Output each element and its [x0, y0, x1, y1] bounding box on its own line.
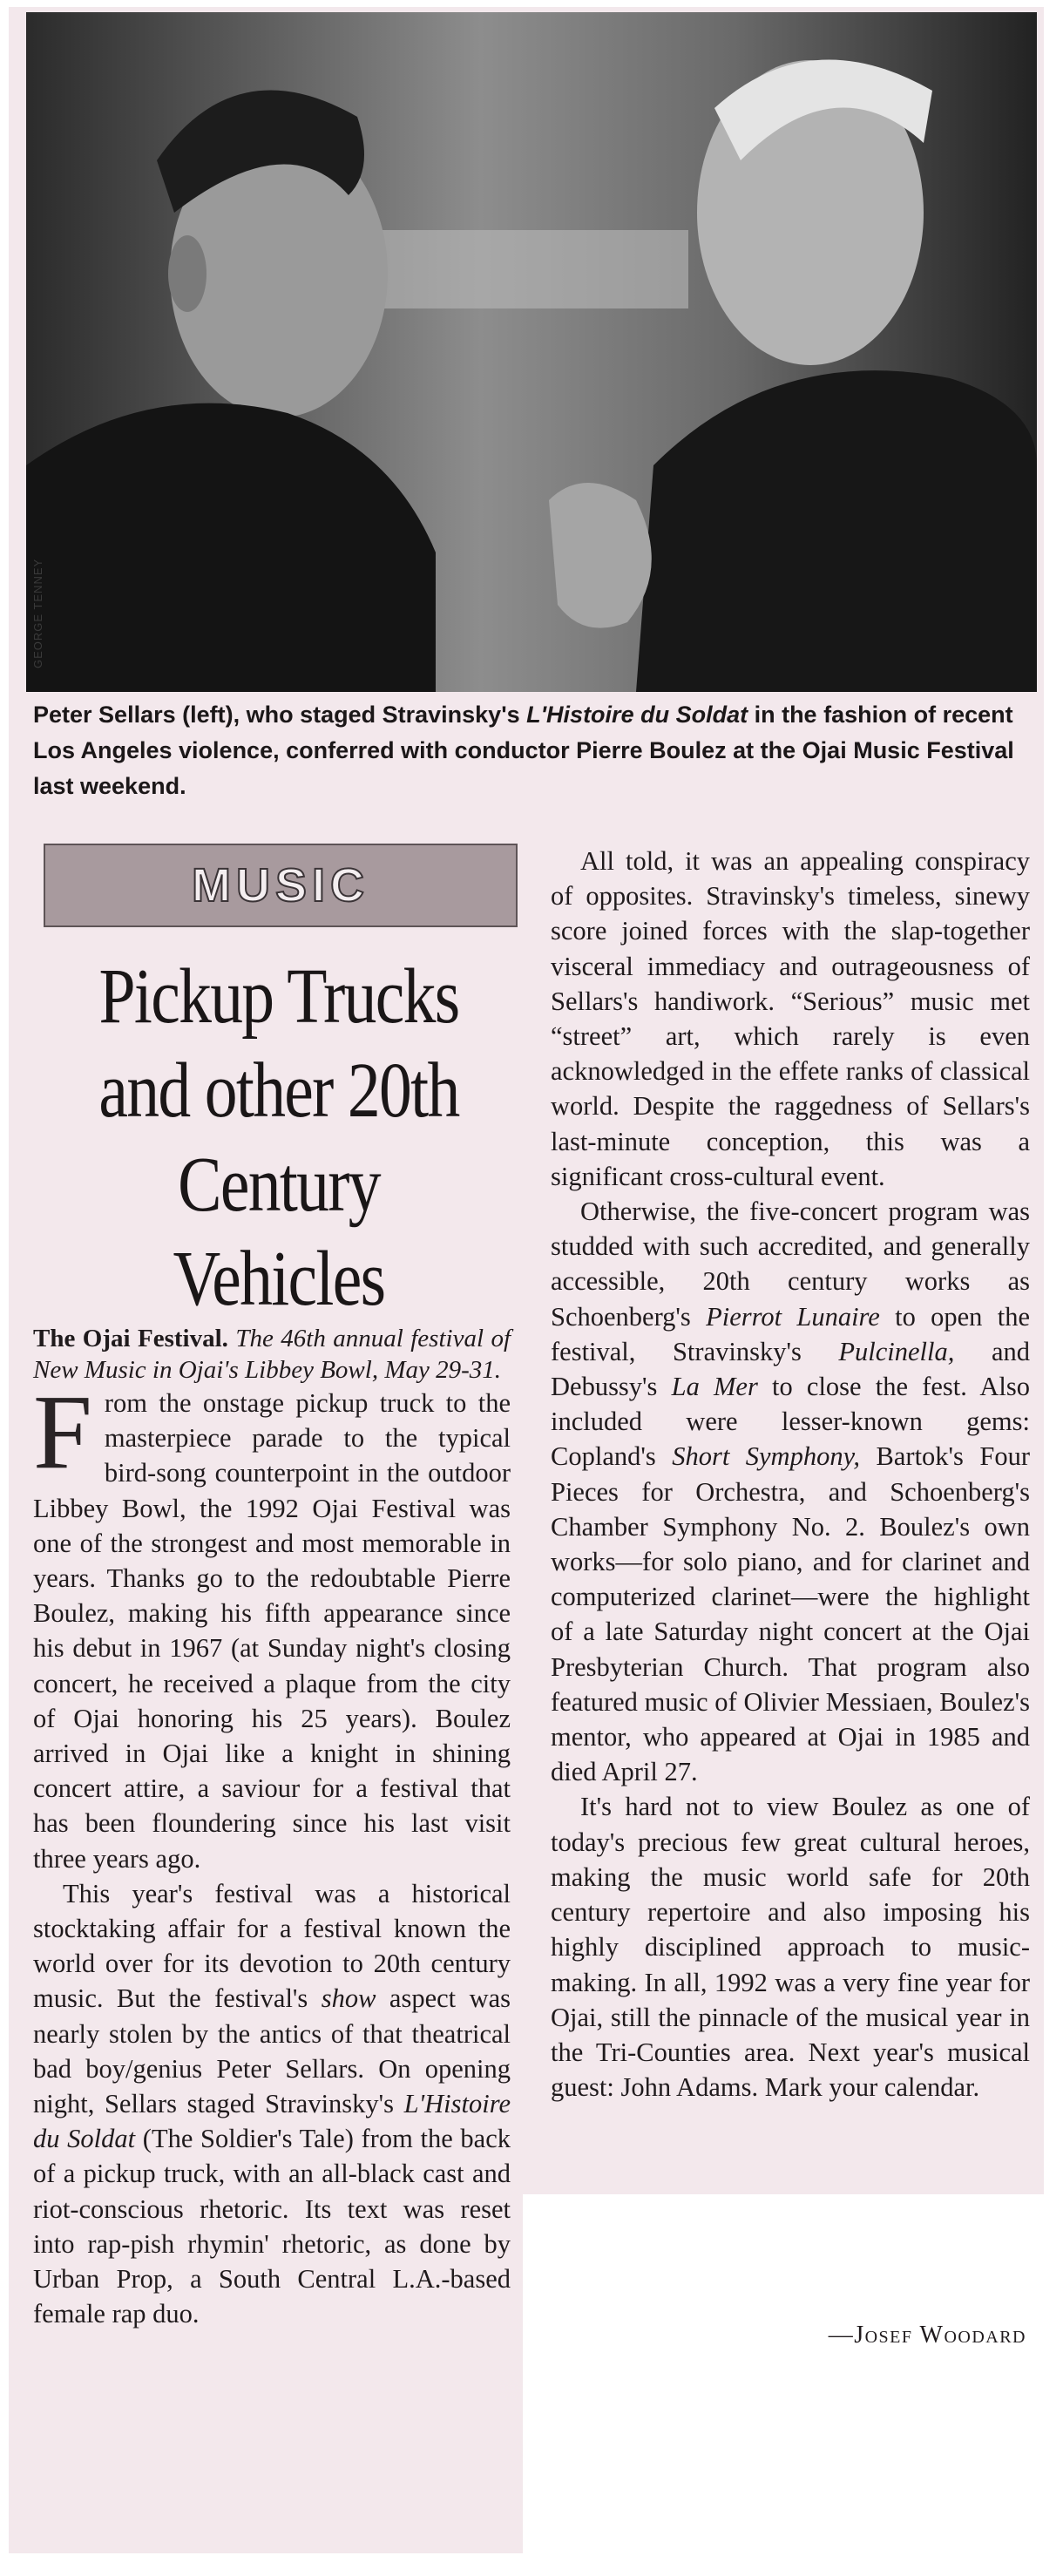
caption-text-2: in the fashion of recent Los Angeles violence, conferred with conductor Pierre Boulez at the Ojai Music Festival last weekend. — [33, 702, 1014, 799]
body-italic: show — [321, 1983, 376, 2014]
body-paragraph-5: It's hard not to view Boulez as one of today's precious few great cultural heroes, making the music world safe for 20th century repertoire and also imposing his highly disciplined approach to music-making. In all, 1992 was a very fine year for Ojai, still the pinnacle of the musical year in the Tri-Counties area. Next year's musical guest: John Adams. Mark your calendar. — [551, 1792, 1030, 2103]
photo-caption — [33, 697, 1035, 804]
caption-title: L'Histoire du Soldat — [526, 702, 748, 728]
article-column-right — [551, 844, 1030, 2105]
body-italic: La Mer — [671, 1372, 758, 1402]
body-text: to open the festival, Stravinsky's — [551, 1301, 1030, 1366]
body-text: and Debussy's — [551, 1336, 1030, 1402]
body-text: (The Soldier's Tale) from the back of a pickup truck, with an all-black cast and riot-conscious rhetoric. Its text was reset into rap-pish rhymin' rhetoric, as done by Urban Prop, a South Central L.A.-based female rap duo. — [33, 2124, 511, 2329]
body-italic: Pierrot Lunaire — [706, 1301, 880, 1332]
photo-two-men-icon — [26, 12, 1037, 692]
body-text: Otherwise, the five-concert program was studded with such accredited, and generally accessible, 20th century works as Schoenberg's — [551, 1196, 1030, 1332]
headline-line-3: Century Vehicles — [173, 1142, 385, 1322]
body-paragraph-3: All told, it was an appealing conspiracy of opposites. Stravinsky's timeless, sinewy score joined forces with the slap-together visceral immediacy and outrageousness of Sellars's handiwork. “Serious” music met “street” art, which rarely is even acknowledged in the effete ranks of classical world. Despite the raggedness of Sellars's last-minute conception, this was a significant cross-cultural event. — [551, 846, 1030, 1191]
body-italic: Pulcinella, — [838, 1336, 955, 1366]
byline: —Josef Woodard — [828, 2322, 1026, 2349]
body-text: aspect was nearly stolen by the antics of that theatrical bad boy/genius Peter Sellars. On opening night, Sellars staged Stravinsky's — [33, 1983, 511, 2119]
body-text: This year's festival was a historical stocktaking affair for a festival known the world over for its devotion to 20th century music. But the festival's — [33, 1878, 511, 2014]
event-info — [33, 1323, 511, 1386]
section-banner — [44, 844, 518, 927]
caption-text-1: Peter Sellars (left), who staged Stravinsky's — [33, 702, 527, 728]
body-italic: Short Symphony, — [672, 1441, 861, 1472]
body-paragraph-4 — [551, 1194, 1030, 1789]
headline-line-2: and other 20th — [98, 1047, 459, 1134]
body-text: Bartok's Four Pieces for Orchestra, and Schoenberg's Chamber Symphony No. 2. Boulez's own works—for solo piano, and for clarinet and computerized clarinet—were the highlight of a late Saturday night concert at the Ojai Presbyterian Church. That program also featured music of Olivier Messiaen, Boulez's mentor, who appeared at Ojai in 1985 and died April 27. — [551, 1441, 1030, 1787]
drop-cap: F — [33, 1373, 92, 1491]
body-paragraph-1-text: rom the onstage pickup truck to the masterpiece parade to the typical bird-song counterpoint in the outdoor Libbey Bowl, the 1992 Ojai Festival was one of the strongest and most memorable in years. Thanks go to the redoubtable Pierre Boulez, making his fifth appearance since his debut in 1967 (at Sunday night's closing concert, he received a plaque from the city of Ojai honoring his 25 years). Boulez arrived in Ojai like a knight in shining concert attire, a saviour for a festival that has been floundering since his last visit three years ago. — [33, 1388, 511, 1874]
headline-line-1: Pickup Trucks — [98, 953, 459, 1040]
body-paragraph-2 — [33, 1876, 511, 2332]
event-details: The 46th annual festival of New Music in Ojai's Libbey Bowl, May 29-31. — [33, 1325, 511, 1384]
body-paragraph-1 — [33, 1373, 511, 1876]
event-name: The Ojai Festival. — [33, 1325, 228, 1352]
body-italic: L'Histoire du Soldat — [33, 2089, 511, 2154]
article-photo — [26, 12, 1037, 692]
photo-credit: GEORGE TENNEY — [31, 558, 44, 669]
headline — [66, 950, 491, 1326]
section-label: MUSIC — [192, 859, 369, 912]
article-column-left — [33, 1323, 511, 2331]
body-text: to close the fest. Also included were lesser-known gems: Copland's — [551, 1372, 1030, 1472]
